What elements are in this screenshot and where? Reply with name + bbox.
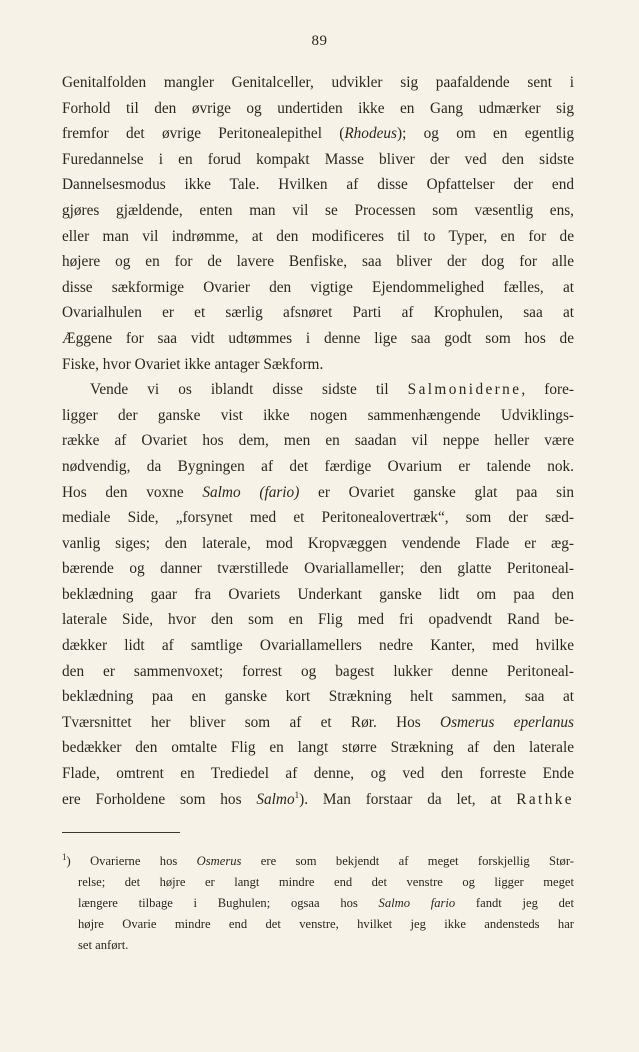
- text-run: nødvendig, da Bygningen af det færdige Ovarium er talende nok.: [62, 457, 574, 475]
- text-run: højre Ovarie mindre end det venstre, hvilket jeg ikke andensteds har: [78, 917, 574, 931]
- footnote-reference[interactable]: 1: [294, 789, 300, 800]
- text-run: fandt jeg det: [455, 896, 574, 910]
- text-line: [62, 761, 574, 787]
- text-run: beklædning paa en ganske kort Strækning helt sammen, saa at: [62, 688, 574, 706]
- text-line: [62, 403, 574, 429]
- text-line: [62, 710, 574, 736]
- text-run: Æggene for saa vidt udtømmes i denne lige saa godt som hos de: [62, 329, 574, 347]
- text-line: [62, 172, 574, 198]
- text-line: [62, 249, 574, 275]
- text-run: mediale Side, „forsynet med et Peritonealovertræk“, som der sæd-: [62, 509, 574, 527]
- text-run: Flade, omtrent en Trediedel af denne, og ved den forreste Ende: [62, 765, 574, 783]
- footnote-line: [62, 893, 574, 914]
- text-line: [62, 428, 574, 454]
- footnote-line: [62, 914, 574, 935]
- text-line: [62, 659, 574, 685]
- text-line: [62, 684, 574, 710]
- text-line: [62, 224, 574, 250]
- text-line: [62, 121, 574, 147]
- genus-name-osmerus: Osmerus: [196, 854, 242, 868]
- text-line: [62, 454, 574, 480]
- text-line: [62, 96, 574, 122]
- spaced-term-salmoniderne: Salmoniderne: [407, 381, 522, 399]
- text-line: [62, 607, 574, 633]
- page-number: 89: [311, 33, 328, 49]
- text-run: Vende vi os iblandt disse sidste til: [90, 381, 408, 399]
- text-run: Fiske, hvor Ovariet ikke antager Sækform.: [62, 355, 324, 373]
- species-name-salmo-fario: Salmo (fario): [202, 483, 300, 501]
- text-line: [62, 556, 574, 582]
- text-run: bærende og danner tværstillede Ovariallameller; den glatte Peritoneal-: [62, 560, 574, 578]
- text-run: Furedannelse i en forud kompakt Masse bliver der ved den sidste: [62, 150, 574, 168]
- text-run: eller man vil indrømme, at den modificeres til to Typer, en for de: [62, 227, 574, 245]
- footnote-line: [62, 872, 574, 893]
- text-line: [62, 787, 574, 813]
- text-run: vanlig siges; den laterale, mod Kropvæggen vendende Flade er æg-: [62, 534, 574, 552]
- text-run: længere tilbage i Bughulen; ogsaa hos: [78, 896, 379, 910]
- genus-name-salmo: Salmo: [256, 790, 295, 808]
- text-run: beklædning gaar fra Ovariets Underkant ganske lidt om paa den: [62, 585, 574, 603]
- footnote: [62, 851, 574, 956]
- text-line: [62, 70, 574, 96]
- text-line: [62, 531, 574, 557]
- text-line: [62, 326, 574, 352]
- text-run: gjøres gjældende, enten man vil se Processen som væsentlig ens,: [62, 201, 574, 219]
- text-line: [62, 352, 574, 378]
- text-line: [62, 377, 574, 403]
- text-line: [62, 275, 574, 301]
- text-run: den er sammenvoxet; forrest og bagest lukker denne Peritoneal-: [62, 662, 574, 680]
- text-run: række af Ovariet hos dem, men en saadan vil neppe heller være: [62, 432, 574, 450]
- text-line: [62, 198, 574, 224]
- text-run: ). Man forstaar da let, at: [299, 790, 517, 808]
- text-run: Ovarialhulen er et særlig afsnøret Parti af Krophulen, saa at: [62, 304, 574, 322]
- text-line: [62, 582, 574, 608]
- footnote-line: [62, 851, 574, 872]
- text-run: dækker lidt af samtlige Ovariallamellers nedre Kanter, med hvilke: [62, 637, 574, 655]
- spaced-name-rathke: Rathke: [516, 790, 574, 808]
- text-line: [62, 633, 574, 659]
- text-run: Genitalfolden mangler Genitalceller, udvikler sig paafaldende sent i: [62, 74, 574, 91]
- text-run: laterale Side, hvor den som en Flig med fri opadvendt Rand be-: [62, 611, 574, 629]
- genus-name-rhodeus: Rhodeus: [344, 125, 397, 143]
- footnote-marker: 1: [62, 851, 67, 862]
- text-run: , fore-: [521, 381, 575, 399]
- text-run: Dannelsesmodus ikke Tale. Hvilken af disse Opfattelser der end: [62, 176, 574, 194]
- text-run: Hos den voxne: [62, 483, 203, 501]
- species-name-salmo-fario: Salmo fario: [378, 896, 456, 910]
- footnote-line: [62, 935, 574, 956]
- text-run: ligger der ganske vist ikke nogen sammenhængende Udviklings-: [62, 406, 574, 424]
- footnote-divider: [62, 832, 180, 833]
- text-line: [62, 147, 574, 173]
- text-run: bedækker den omtalte Flig en langt større Strækning af den laterale: [62, 739, 574, 757]
- text-line: [62, 480, 574, 506]
- text-run: relse; det højre er langt mindre end det venstre og ligger meget: [78, 875, 574, 889]
- text-run: ) Ovarierne hos: [66, 854, 197, 868]
- text-run: set anført.: [78, 938, 129, 952]
- text-line: [62, 505, 574, 531]
- text-run: ere Forholdene som hos: [62, 790, 257, 808]
- text-run: Tværsnittet her bliver som af et Rør. Hos: [62, 713, 441, 731]
- text-run: højere og en for de lavere Benfiske, saa bliver der dog for alle: [62, 253, 574, 271]
- text-run: fremfor det øvrige Peritonealepithel (: [62, 125, 345, 143]
- body-text: [62, 70, 574, 812]
- text-run: ); og om en egentlig: [397, 125, 574, 143]
- species-name-osmerus-eperlanus: Osmerus eperlanus: [440, 713, 575, 731]
- text-run: disse sækformige Ovarier den vigtige Ejendommelighed fælles, at: [62, 278, 574, 296]
- text-line: [62, 300, 574, 326]
- text-run: Forhold til den øvrige og undertiden ikke en Gang udmærker sig: [62, 99, 574, 117]
- text-run: er Ovariet ganske glat paa sin: [299, 483, 575, 501]
- text-line: [62, 735, 574, 761]
- text-run: ere som bekjendt af meget forskjellig Stør-: [241, 854, 574, 868]
